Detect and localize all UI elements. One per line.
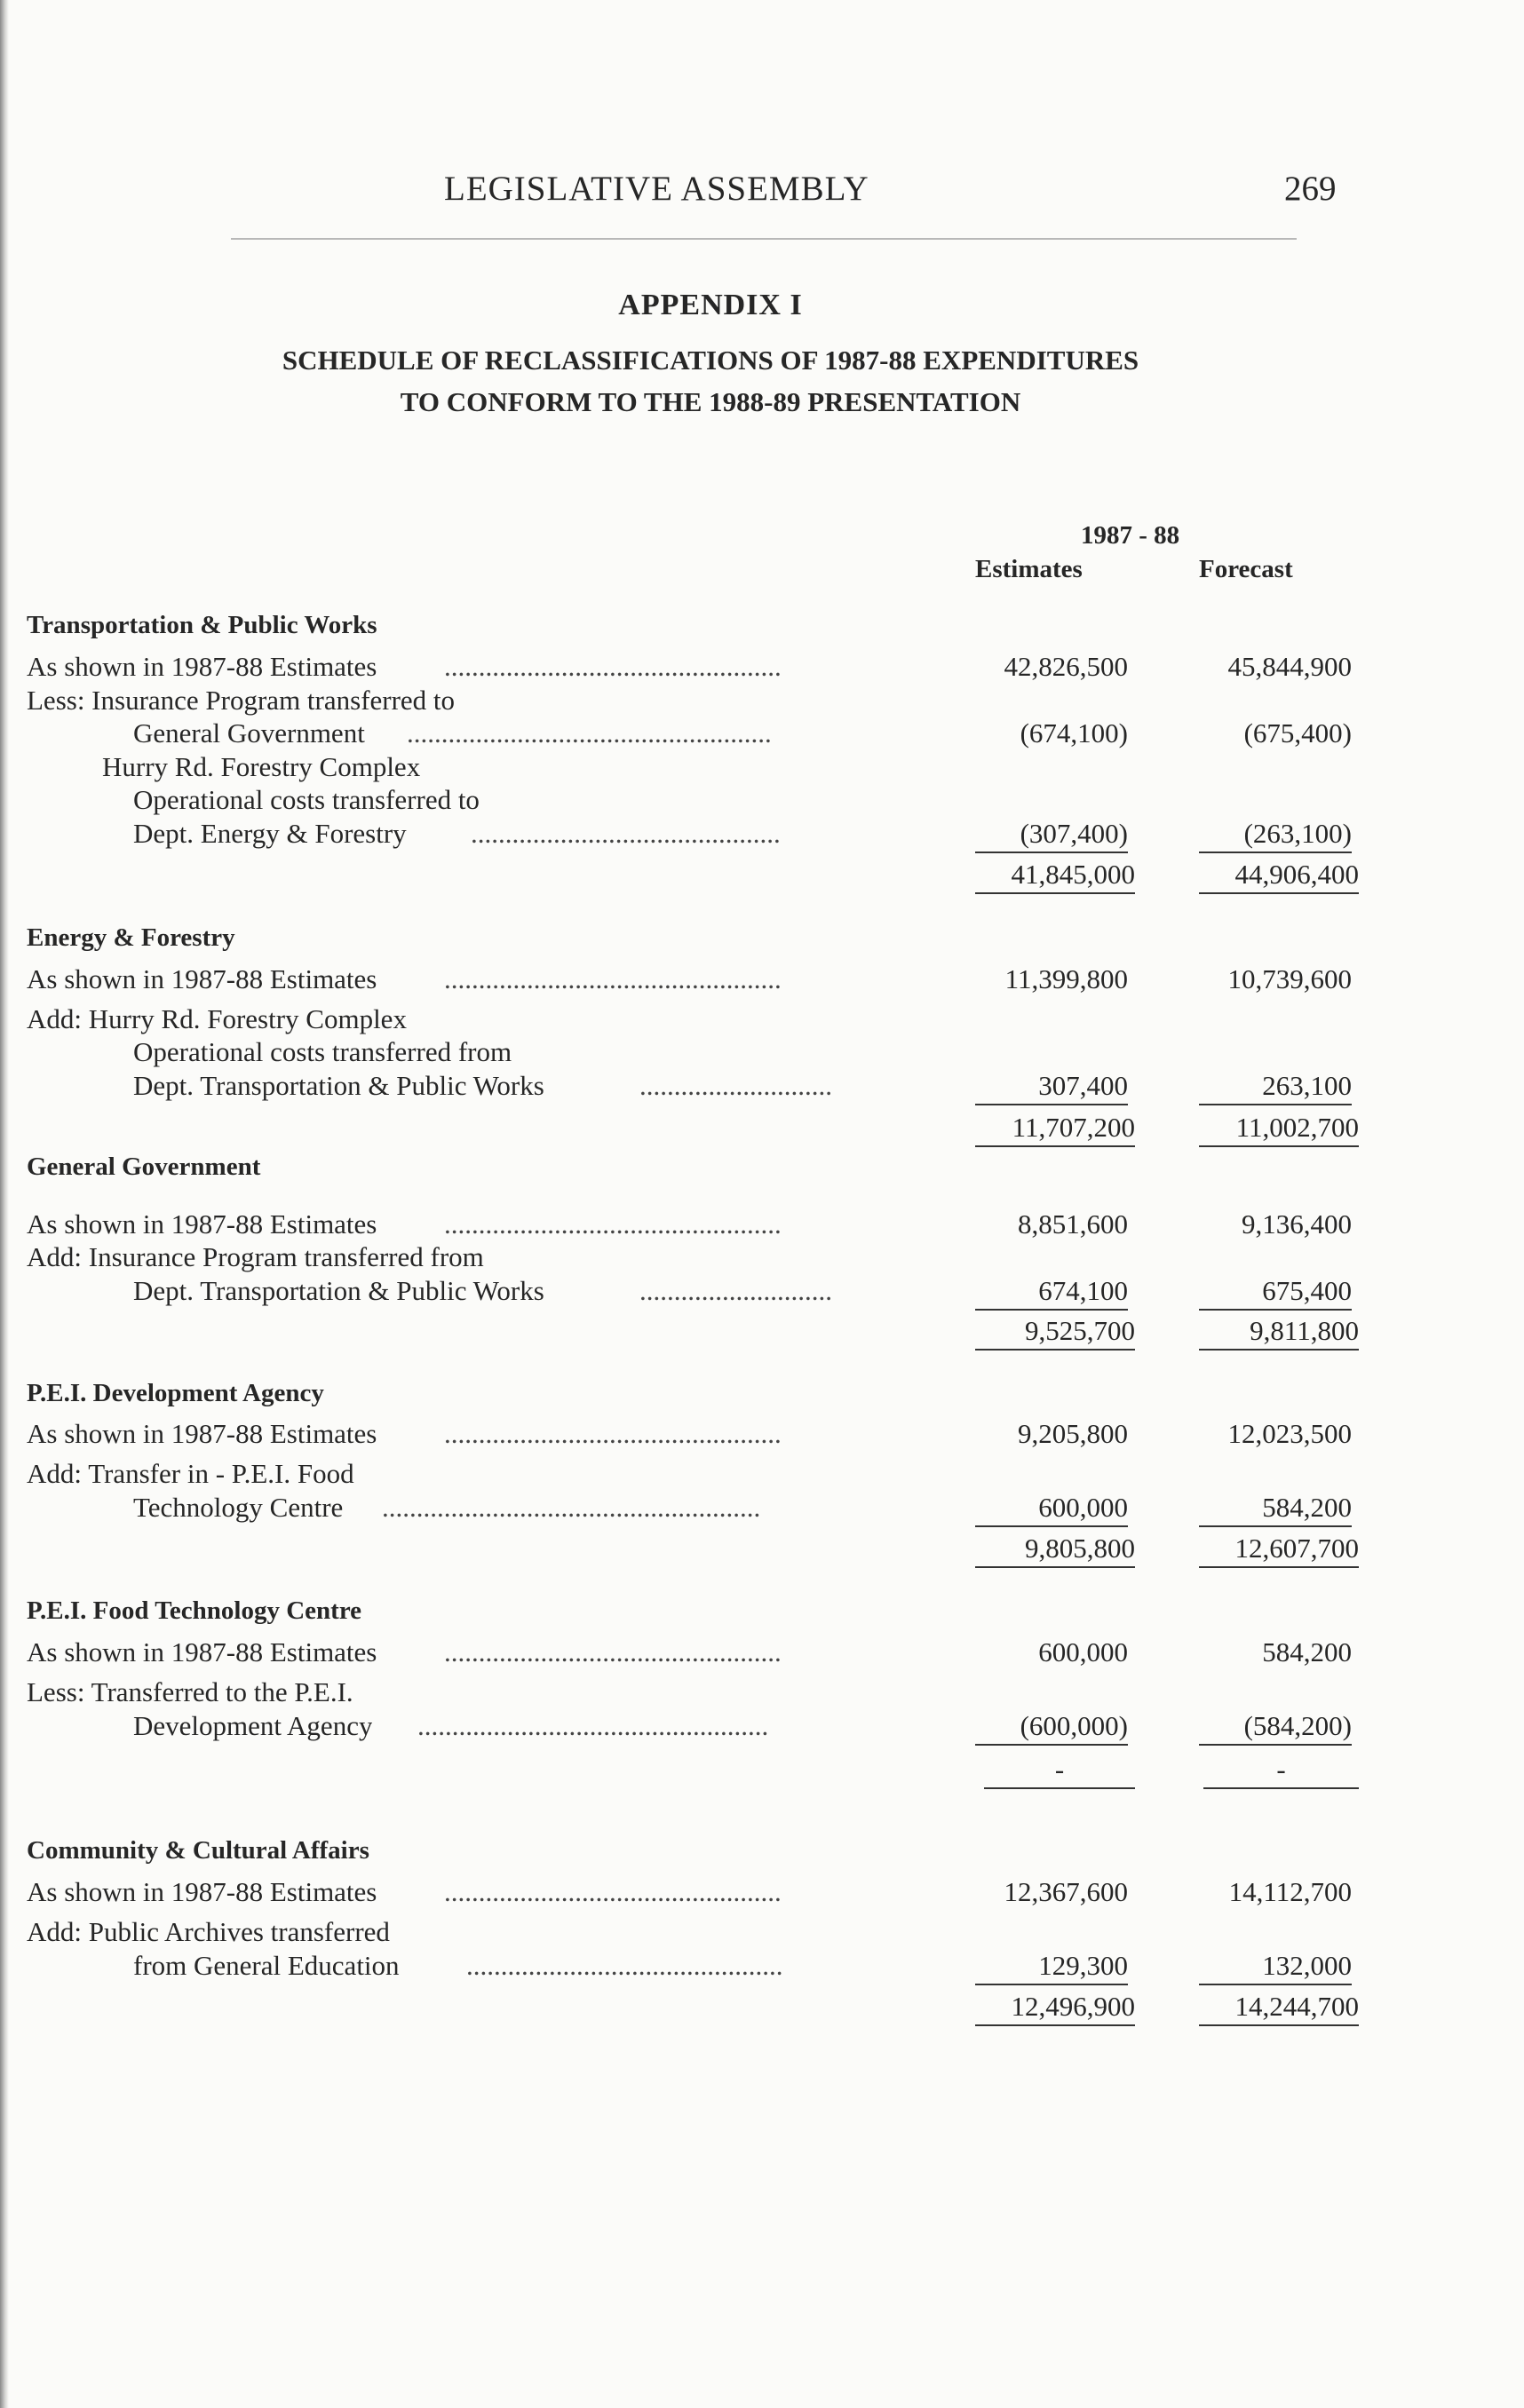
forecast-value: 10,739,600 — [1227, 963, 1352, 994]
forecast-value: 584,200 — [1262, 1636, 1352, 1667]
row-label: As shown in 1987-88 Estimates — [27, 963, 377, 994]
leader-dots: ................................................. — [444, 1208, 782, 1240]
column-year-heading: 1987 - 88 — [1081, 521, 1180, 550]
forecast-total: - — [1203, 1754, 1359, 1789]
row-label: Hurry Rd. Forestry Complex — [102, 751, 421, 782]
forecast-value: 45,844,900 — [1227, 651, 1352, 682]
row-label: As shown in 1987-88 Estimates — [27, 651, 377, 682]
appendix-title: APPENDIX I — [618, 289, 803, 321]
leader-dots: ....................................................... — [382, 1492, 761, 1523]
estimates-total: 9,805,800 — [975, 1533, 1135, 1568]
schedule-subtitle-line-2: TO CONFORM TO THE 1988-89 PRESENTATION — [400, 386, 1021, 417]
row-label: General Government — [133, 717, 365, 749]
forecast-total: 11,002,700 — [1199, 1112, 1359, 1147]
column-estimates-heading: Estimates — [975, 555, 1083, 583]
leader-dots: ............................................. — [471, 818, 781, 849]
row-label: Operational costs transferred from — [133, 1036, 512, 1067]
forecast-value: 12,023,500 — [1227, 1418, 1352, 1449]
leader-dots: ............................ — [639, 1070, 832, 1101]
leader-dots: ................................................. — [444, 1876, 782, 1907]
forecast-value: 132,000 — [1199, 1950, 1352, 1985]
forecast-value: (263,100) — [1199, 818, 1352, 853]
row-label: Technology Centre — [133, 1492, 344, 1523]
estimates-value: 674,100 — [975, 1275, 1128, 1311]
estimates-value: (600,000) — [975, 1710, 1128, 1746]
estimates-total: - — [984, 1754, 1135, 1789]
schedule-subtitle-line-1: SCHEDULE OF RECLASSIFICATIONS OF 1987-88 EXPENDITURES — [282, 345, 1139, 376]
estimates-value: 9,205,800 — [1018, 1418, 1128, 1449]
forecast-total: 9,811,800 — [1199, 1315, 1359, 1351]
forecast-value: (675,400) — [1243, 717, 1352, 749]
leader-dots: ................................................. — [444, 1418, 782, 1449]
section-title: Community & Cultural Affairs — [27, 1836, 369, 1865]
forecast-total: 44,906,400 — [1199, 859, 1359, 894]
forecast-value: 675,400 — [1199, 1275, 1352, 1311]
leader-dots: ............................ — [639, 1275, 832, 1306]
estimates-value: 42,826,500 — [1004, 651, 1128, 682]
column-forecast-heading: Forecast — [1199, 555, 1293, 583]
row-label: As shown in 1987-88 Estimates — [27, 1876, 377, 1907]
estimates-value: 600,000 — [1038, 1636, 1128, 1667]
row-label: As shown in 1987-88 Estimates — [27, 1418, 377, 1449]
forecast-value: 14,112,700 — [1228, 1876, 1352, 1907]
estimates-value: 600,000 — [975, 1492, 1128, 1527]
leader-dots: ..................................................... — [407, 717, 772, 749]
forecast-value: 9,136,400 — [1242, 1208, 1352, 1240]
section-title: General Government — [27, 1153, 261, 1181]
estimates-total: 11,707,200 — [975, 1112, 1135, 1147]
section-title: Transportation & Public Works — [27, 611, 377, 639]
forecast-value: 263,100 — [1199, 1070, 1352, 1105]
estimates-value: 11,399,800 — [1004, 963, 1128, 994]
row-label: from General Education — [133, 1950, 400, 1981]
estimates-total: 41,845,000 — [975, 859, 1135, 894]
row-label: Dept. Transportation & Public Works — [133, 1275, 544, 1306]
estimates-value: 129,300 — [975, 1950, 1128, 1985]
leader-dots: ................................................. — [444, 963, 782, 994]
leader-dots: ................................................... — [417, 1710, 769, 1741]
row-label: Add: Hurry Rd. Forestry Complex — [27, 1003, 407, 1034]
row-label: Add: Public Archives transferred — [27, 1916, 390, 1947]
running-head — [0, 160, 1524, 213]
section-title: P.E.I. Food Technology Centre — [27, 1596, 362, 1625]
forecast-value: 584,200 — [1199, 1492, 1352, 1527]
estimates-total: 12,496,900 — [975, 1991, 1135, 2026]
estimates-total: 9,525,700 — [975, 1315, 1135, 1351]
forecast-total: 14,244,700 — [1199, 1991, 1359, 2026]
row-label: Dept. Transportation & Public Works — [133, 1070, 544, 1101]
leader-dots: ................................................. — [444, 651, 782, 682]
row-label: Add: Insurance Program transferred from — [27, 1241, 484, 1272]
forecast-value: (584,200) — [1199, 1710, 1352, 1746]
row-label: Less: Transferred to the P.E.I. — [27, 1676, 353, 1707]
section-title: P.E.I. Development Agency — [27, 1379, 324, 1407]
row-label: Less: Insurance Program transferred to — [27, 685, 456, 716]
estimates-value: 8,851,600 — [1018, 1208, 1128, 1240]
forecast-total: 12,607,700 — [1199, 1533, 1359, 1568]
row-label: As shown in 1987-88 Estimates — [27, 1636, 377, 1667]
row-label: Dept. Energy & Forestry — [133, 818, 407, 849]
leader-dots: ................................................. — [444, 1636, 782, 1667]
row-label: Add: Transfer in - P.E.I. Food — [27, 1458, 354, 1489]
estimates-value: 12,367,600 — [1004, 1876, 1128, 1907]
running-head-title: LEGISLATIVE ASSEMBLY — [444, 170, 869, 208]
estimates-value: (674,100) — [1020, 717, 1128, 749]
row-label: Operational costs transferred to — [133, 784, 480, 815]
estimates-value: 307,400 — [975, 1070, 1128, 1105]
row-label: Development Agency — [133, 1710, 373, 1741]
leader-dots: .............................................. — [466, 1950, 783, 1981]
header-rule — [231, 238, 1297, 240]
page-number: 269 — [1284, 170, 1337, 208]
row-label: As shown in 1987-88 Estimates — [27, 1208, 377, 1240]
estimates-value: (307,400) — [975, 818, 1128, 853]
section-title: Energy & Forestry — [27, 923, 235, 952]
